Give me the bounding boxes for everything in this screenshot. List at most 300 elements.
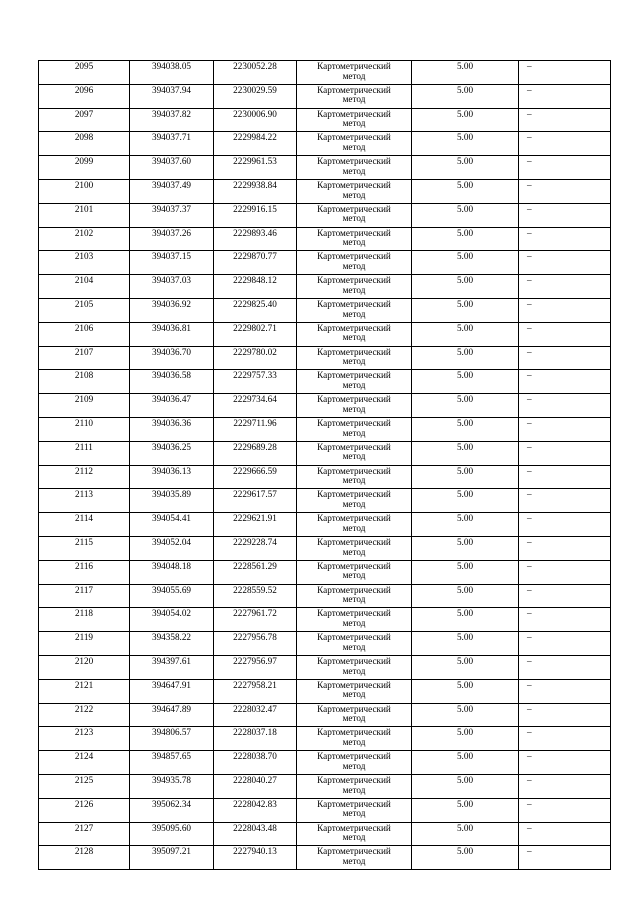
x-coordinate-cell: 395095.60: [130, 822, 214, 846]
x-coordinate-cell: 394054.41: [130, 513, 214, 537]
point-number-cell: 2105: [39, 298, 130, 322]
note-cell: –: [519, 203, 611, 227]
method-text-line: метод: [342, 332, 366, 343]
note-cell: –: [519, 822, 611, 846]
point-number-cell: 2098: [39, 132, 130, 156]
table-row: [39, 394, 611, 418]
accuracy-cell: 5.00: [412, 179, 519, 203]
y-coordinate-cell: 2229802.71: [214, 322, 297, 346]
point-number-cell: 2102: [39, 227, 130, 251]
accuracy-cell: 5.00: [412, 822, 519, 846]
y-coordinate-cell: 2229780.02: [214, 346, 297, 370]
y-coordinate-cell: 2230006.90: [214, 108, 297, 132]
table-row: [39, 846, 611, 870]
method-text-line: метод: [342, 736, 366, 747]
note-cell: –: [519, 703, 611, 727]
accuracy-cell: 5.00: [412, 370, 519, 394]
point-number-cell: 2119: [39, 632, 130, 656]
table-row: [39, 441, 611, 465]
x-coordinate-cell: 394037.15: [130, 251, 214, 275]
table-row: [39, 679, 611, 703]
note-cell: –: [519, 774, 611, 798]
y-coordinate-cell: 2229870.77: [214, 251, 297, 275]
method-text-line: Картометрический: [317, 751, 391, 762]
y-coordinate-cell: 2227958.21: [214, 679, 297, 703]
method-cell: [297, 608, 412, 632]
method-text-line: метод: [342, 689, 366, 700]
method-text-line: метод: [342, 760, 366, 771]
method-text-line: Картометрический: [317, 84, 391, 95]
method-cell: [297, 584, 412, 608]
y-coordinate-cell: 2229621.91: [214, 513, 297, 537]
y-coordinate-cell: 2229938.84: [214, 179, 297, 203]
method-text-line: Картометрический: [317, 798, 391, 809]
accuracy-cell: 5.00: [412, 632, 519, 656]
x-coordinate-cell: 395097.21: [130, 846, 214, 870]
point-number-cell: 2109: [39, 394, 130, 418]
note-cell: –: [519, 346, 611, 370]
method-text-line: метод: [342, 403, 366, 414]
y-coordinate-cell: 2227956.97: [214, 655, 297, 679]
y-coordinate-cell: 2230029.59: [214, 84, 297, 108]
note-cell: –: [519, 394, 611, 418]
y-coordinate-cell: 2227956.78: [214, 632, 297, 656]
note-cell: –: [519, 275, 611, 299]
method-text-line: метод: [342, 379, 366, 390]
method-text-line: метод: [342, 475, 366, 486]
accuracy-cell: 5.00: [412, 346, 519, 370]
note-cell: –: [519, 489, 611, 513]
accuracy-cell: 5.00: [412, 751, 519, 775]
note-cell: –: [519, 798, 611, 822]
point-number-cell: 2111: [39, 441, 130, 465]
method-cell: [297, 394, 412, 418]
accuracy-cell: 5.00: [412, 441, 519, 465]
method-text-line: Картометрический: [317, 513, 391, 524]
accuracy-cell: 5.00: [412, 84, 519, 108]
accuracy-cell: 5.00: [412, 608, 519, 632]
table-row: [39, 251, 611, 275]
note-cell: –: [519, 132, 611, 156]
point-number-cell: 2120: [39, 655, 130, 679]
method-text-line: Картометрический: [317, 679, 391, 690]
method-text-line: метод: [342, 713, 366, 724]
y-coordinate-cell: 2228037.18: [214, 727, 297, 751]
method-cell: [297, 203, 412, 227]
table-row: [39, 108, 611, 132]
note-cell: –: [519, 584, 611, 608]
y-coordinate-cell: 2230052.28: [214, 61, 297, 85]
method-cell: [297, 751, 412, 775]
method-text-line: метод: [342, 141, 366, 152]
accuracy-cell: 5.00: [412, 465, 519, 489]
table-row: [39, 774, 611, 798]
accuracy-cell: 5.00: [412, 298, 519, 322]
table-row: [39, 751, 611, 775]
method-text-line: Картометрический: [317, 156, 391, 167]
method-cell: [297, 798, 412, 822]
table-row: [39, 822, 611, 846]
x-coordinate-cell: 394037.37: [130, 203, 214, 227]
method-text-line: метод: [342, 94, 366, 105]
table-row: [39, 727, 611, 751]
method-text-line: Картометрический: [317, 489, 391, 500]
accuracy-cell: 5.00: [412, 108, 519, 132]
table-row: [39, 156, 611, 180]
method-cell: [297, 727, 412, 751]
method-cell: [297, 655, 412, 679]
table-row: [39, 465, 611, 489]
x-coordinate-cell: 394036.58: [130, 370, 214, 394]
note-cell: –: [519, 251, 611, 275]
note-cell: –: [519, 560, 611, 584]
table-row: [39, 322, 611, 346]
y-coordinate-cell: 2229961.53: [214, 156, 297, 180]
note-cell: –: [519, 322, 611, 346]
method-cell: [297, 536, 412, 560]
x-coordinate-cell: 394935.78: [130, 774, 214, 798]
method-cell: [297, 513, 412, 537]
x-coordinate-cell: 394647.89: [130, 703, 214, 727]
note-cell: –: [519, 632, 611, 656]
method-text-line: Картометрический: [317, 108, 391, 119]
method-text-line: метод: [342, 546, 366, 557]
accuracy-cell: 5.00: [412, 132, 519, 156]
point-number-cell: 2116: [39, 560, 130, 584]
method-text-line: метод: [342, 165, 366, 176]
method-text-line: Картометрический: [317, 132, 391, 143]
x-coordinate-cell: 394647.91: [130, 679, 214, 703]
method-text-line: метод: [342, 356, 366, 367]
accuracy-cell: 5.00: [412, 203, 519, 227]
table-row: [39, 655, 611, 679]
method-text-line: метод: [342, 427, 366, 438]
method-text-line: метод: [342, 832, 366, 843]
method-cell: [297, 179, 412, 203]
accuracy-cell: 5.00: [412, 227, 519, 251]
y-coordinate-cell: 2228040.27: [214, 774, 297, 798]
method-cell: [297, 441, 412, 465]
method-text-line: метод: [342, 784, 366, 795]
method-text-line: метод: [342, 498, 366, 509]
coordinates-table: [38, 60, 611, 870]
accuracy-cell: 5.00: [412, 417, 519, 441]
table-row: [39, 275, 611, 299]
method-cell: [297, 298, 412, 322]
y-coordinate-cell: 2229916.15: [214, 203, 297, 227]
method-cell: [297, 156, 412, 180]
method-cell: [297, 108, 412, 132]
method-cell: [297, 489, 412, 513]
method-text-line: метод: [342, 522, 366, 533]
method-cell: [297, 703, 412, 727]
note-cell: –: [519, 370, 611, 394]
accuracy-cell: 5.00: [412, 798, 519, 822]
method-text-line: Картометрический: [317, 322, 391, 333]
method-text-line: метод: [342, 213, 366, 224]
method-cell: [297, 822, 412, 846]
note-cell: –: [519, 61, 611, 85]
method-cell: [297, 465, 412, 489]
method-text-line: Картометрический: [317, 655, 391, 666]
accuracy-cell: 5.00: [412, 655, 519, 679]
method-text-line: Картометрический: [317, 227, 391, 238]
point-number-cell: 2126: [39, 798, 130, 822]
table-row: [39, 703, 611, 727]
y-coordinate-cell: 2229984.22: [214, 132, 297, 156]
y-coordinate-cell: 2229757.33: [214, 370, 297, 394]
x-coordinate-cell: 394052.04: [130, 536, 214, 560]
point-number-cell: 2125: [39, 774, 130, 798]
method-text-line: Картометрический: [317, 465, 391, 476]
method-text-line: Картометрический: [317, 703, 391, 714]
point-number-cell: 2121: [39, 679, 130, 703]
method-text-line: Картометрический: [317, 61, 391, 71]
point-number-cell: 2108: [39, 370, 130, 394]
y-coordinate-cell: 2228043.48: [214, 822, 297, 846]
accuracy-cell: 5.00: [412, 679, 519, 703]
method-text-line: Картометрический: [317, 727, 391, 738]
method-text-line: метод: [342, 594, 366, 605]
note-cell: –: [519, 465, 611, 489]
method-text-line: Картометрический: [317, 298, 391, 309]
x-coordinate-cell: 394036.13: [130, 465, 214, 489]
point-number-cell: 2114: [39, 513, 130, 537]
x-coordinate-cell: 394358.22: [130, 632, 214, 656]
method-text-line: метод: [342, 260, 366, 271]
method-text-line: Картометрический: [317, 774, 391, 785]
table-row: [39, 346, 611, 370]
table-row: [39, 513, 611, 537]
method-cell: [297, 417, 412, 441]
x-coordinate-cell: 394038.05: [130, 61, 214, 85]
table-row: [39, 61, 611, 85]
x-coordinate-cell: 394037.94: [130, 84, 214, 108]
method-text-line: метод: [342, 617, 366, 628]
method-text-line: метод: [342, 665, 366, 676]
method-cell: [297, 679, 412, 703]
x-coordinate-cell: 394036.70: [130, 346, 214, 370]
method-text-line: метод: [342, 451, 366, 462]
method-cell: [297, 322, 412, 346]
point-number-cell: 2123: [39, 727, 130, 751]
y-coordinate-cell: 2227961.72: [214, 608, 297, 632]
y-coordinate-cell: 2229689.28: [214, 441, 297, 465]
accuracy-cell: 5.00: [412, 156, 519, 180]
table-row: [39, 132, 611, 156]
point-number-cell: 2097: [39, 108, 130, 132]
method-text-line: метод: [342, 237, 366, 248]
method-text-line: Картометрический: [317, 179, 391, 190]
point-number-cell: 2101: [39, 203, 130, 227]
note-cell: –: [519, 608, 611, 632]
method-text-line: Картометрический: [317, 584, 391, 595]
y-coordinate-cell: 2227940.13: [214, 846, 297, 870]
method-text-line: метод: [342, 118, 366, 129]
table-row: [39, 227, 611, 251]
method-cell: [297, 251, 412, 275]
note-cell: –: [519, 679, 611, 703]
accuracy-cell: 5.00: [412, 774, 519, 798]
x-coordinate-cell: 394397.61: [130, 655, 214, 679]
note-cell: –: [519, 513, 611, 537]
table-row: [39, 84, 611, 108]
method-text-line: Картометрический: [317, 822, 391, 833]
method-cell: [297, 227, 412, 251]
y-coordinate-cell: 2229825.40: [214, 298, 297, 322]
note-cell: –: [519, 417, 611, 441]
table-row: [39, 632, 611, 656]
point-number-cell: 2099: [39, 156, 130, 180]
note-cell: –: [519, 536, 611, 560]
point-number-cell: 2128: [39, 846, 130, 870]
method-text-line: метод: [342, 284, 366, 295]
y-coordinate-cell: 2229848.12: [214, 275, 297, 299]
x-coordinate-cell: 394857.65: [130, 751, 214, 775]
y-coordinate-cell: 2229617.57: [214, 489, 297, 513]
point-number-cell: 2103: [39, 251, 130, 275]
note-cell: –: [519, 298, 611, 322]
accuracy-cell: 5.00: [412, 513, 519, 537]
point-number-cell: 2113: [39, 489, 130, 513]
accuracy-cell: 5.00: [412, 251, 519, 275]
method-text-line: Картометрический: [317, 536, 391, 547]
y-coordinate-cell: 2228038.70: [214, 751, 297, 775]
note-cell: –: [519, 655, 611, 679]
point-number-cell: 2106: [39, 322, 130, 346]
table-row: [39, 536, 611, 560]
method-cell: [297, 275, 412, 299]
method-text-line: Картометрический: [317, 346, 391, 357]
method-cell: [297, 84, 412, 108]
table-row: [39, 608, 611, 632]
method-text-line: Картометрический: [317, 608, 391, 619]
method-text-line: Картометрический: [317, 632, 391, 643]
method-text-line: метод: [342, 70, 366, 81]
x-coordinate-cell: 394037.26: [130, 227, 214, 251]
x-coordinate-cell: 394036.47: [130, 394, 214, 418]
y-coordinate-cell: 2228561.29: [214, 560, 297, 584]
note-cell: –: [519, 727, 611, 751]
x-coordinate-cell: 394037.60: [130, 156, 214, 180]
method-text-line: метод: [342, 808, 366, 819]
point-number-cell: 2122: [39, 703, 130, 727]
method-text-line: метод: [342, 308, 366, 319]
accuracy-cell: 5.00: [412, 846, 519, 870]
point-number-cell: 2127: [39, 822, 130, 846]
x-coordinate-cell: 394048.18: [130, 560, 214, 584]
point-number-cell: 2112: [39, 465, 130, 489]
accuracy-cell: 5.00: [412, 322, 519, 346]
table-row: [39, 203, 611, 227]
y-coordinate-cell: 2229734.64: [214, 394, 297, 418]
method-cell: [297, 632, 412, 656]
x-coordinate-cell: 394037.03: [130, 275, 214, 299]
method-text-line: метод: [342, 189, 366, 200]
method-text-line: Картометрический: [317, 394, 391, 405]
accuracy-cell: 5.00: [412, 703, 519, 727]
note-cell: –: [519, 441, 611, 465]
accuracy-cell: 5.00: [412, 489, 519, 513]
y-coordinate-cell: 2229666.59: [214, 465, 297, 489]
x-coordinate-cell: 394036.81: [130, 322, 214, 346]
note-cell: –: [519, 179, 611, 203]
table-row: [39, 370, 611, 394]
x-coordinate-cell: 394037.71: [130, 132, 214, 156]
accuracy-cell: 5.00: [412, 727, 519, 751]
accuracy-cell: 5.00: [412, 61, 519, 85]
method-cell: [297, 346, 412, 370]
x-coordinate-cell: 394036.92: [130, 298, 214, 322]
point-number-cell: 2118: [39, 608, 130, 632]
table-row: [39, 584, 611, 608]
y-coordinate-cell: 2228042.83: [214, 798, 297, 822]
note-cell: –: [519, 751, 611, 775]
note-cell: –: [519, 84, 611, 108]
accuracy-cell: 5.00: [412, 275, 519, 299]
x-coordinate-cell: 394806.57: [130, 727, 214, 751]
y-coordinate-cell: 2229893.46: [214, 227, 297, 251]
method-cell: [297, 61, 412, 85]
accuracy-cell: 5.00: [412, 584, 519, 608]
method-text-line: Картометрический: [317, 560, 391, 571]
x-coordinate-cell: 394036.25: [130, 441, 214, 465]
table-row: [39, 560, 611, 584]
method-text-line: Картометрический: [317, 203, 391, 214]
method-cell: [297, 132, 412, 156]
point-number-cell: 2110: [39, 417, 130, 441]
y-coordinate-cell: 2228559.52: [214, 584, 297, 608]
point-number-cell: 2096: [39, 84, 130, 108]
method-text-line: метод: [342, 641, 366, 652]
y-coordinate-cell: 2229711.96: [214, 417, 297, 441]
table-row: [39, 179, 611, 203]
method-text-line: Картометрический: [317, 417, 391, 428]
method-text-line: Картометрический: [317, 441, 391, 452]
method-text-line: метод: [342, 855, 366, 866]
note-cell: –: [519, 227, 611, 251]
note-cell: –: [519, 108, 611, 132]
accuracy-cell: 5.00: [412, 560, 519, 584]
method-cell: [297, 846, 412, 870]
table-row: [39, 489, 611, 513]
x-coordinate-cell: 394055.69: [130, 584, 214, 608]
point-number-cell: 2117: [39, 584, 130, 608]
note-cell: –: [519, 156, 611, 180]
x-coordinate-cell: 394035.89: [130, 489, 214, 513]
x-coordinate-cell: 394036.36: [130, 417, 214, 441]
x-coordinate-cell: 394037.82: [130, 108, 214, 132]
method-text-line: Картометрический: [317, 370, 391, 381]
method-text-line: Картометрический: [317, 275, 391, 286]
y-coordinate-cell: 2228032.47: [214, 703, 297, 727]
point-number-cell: 2115: [39, 536, 130, 560]
point-number-cell: 2095: [39, 61, 130, 85]
accuracy-cell: 5.00: [412, 394, 519, 418]
x-coordinate-cell: 395062.34: [130, 798, 214, 822]
table-row: [39, 298, 611, 322]
note-cell: –: [519, 846, 611, 870]
method-text-line: метод: [342, 570, 366, 581]
table-row: [39, 417, 611, 441]
y-coordinate-cell: 2229228.74: [214, 536, 297, 560]
method-cell: [297, 370, 412, 394]
method-cell: [297, 774, 412, 798]
point-number-cell: 2124: [39, 751, 130, 775]
method-text-line: Картометрический: [317, 846, 391, 857]
point-number-cell: 2107: [39, 346, 130, 370]
accuracy-cell: 5.00: [412, 536, 519, 560]
